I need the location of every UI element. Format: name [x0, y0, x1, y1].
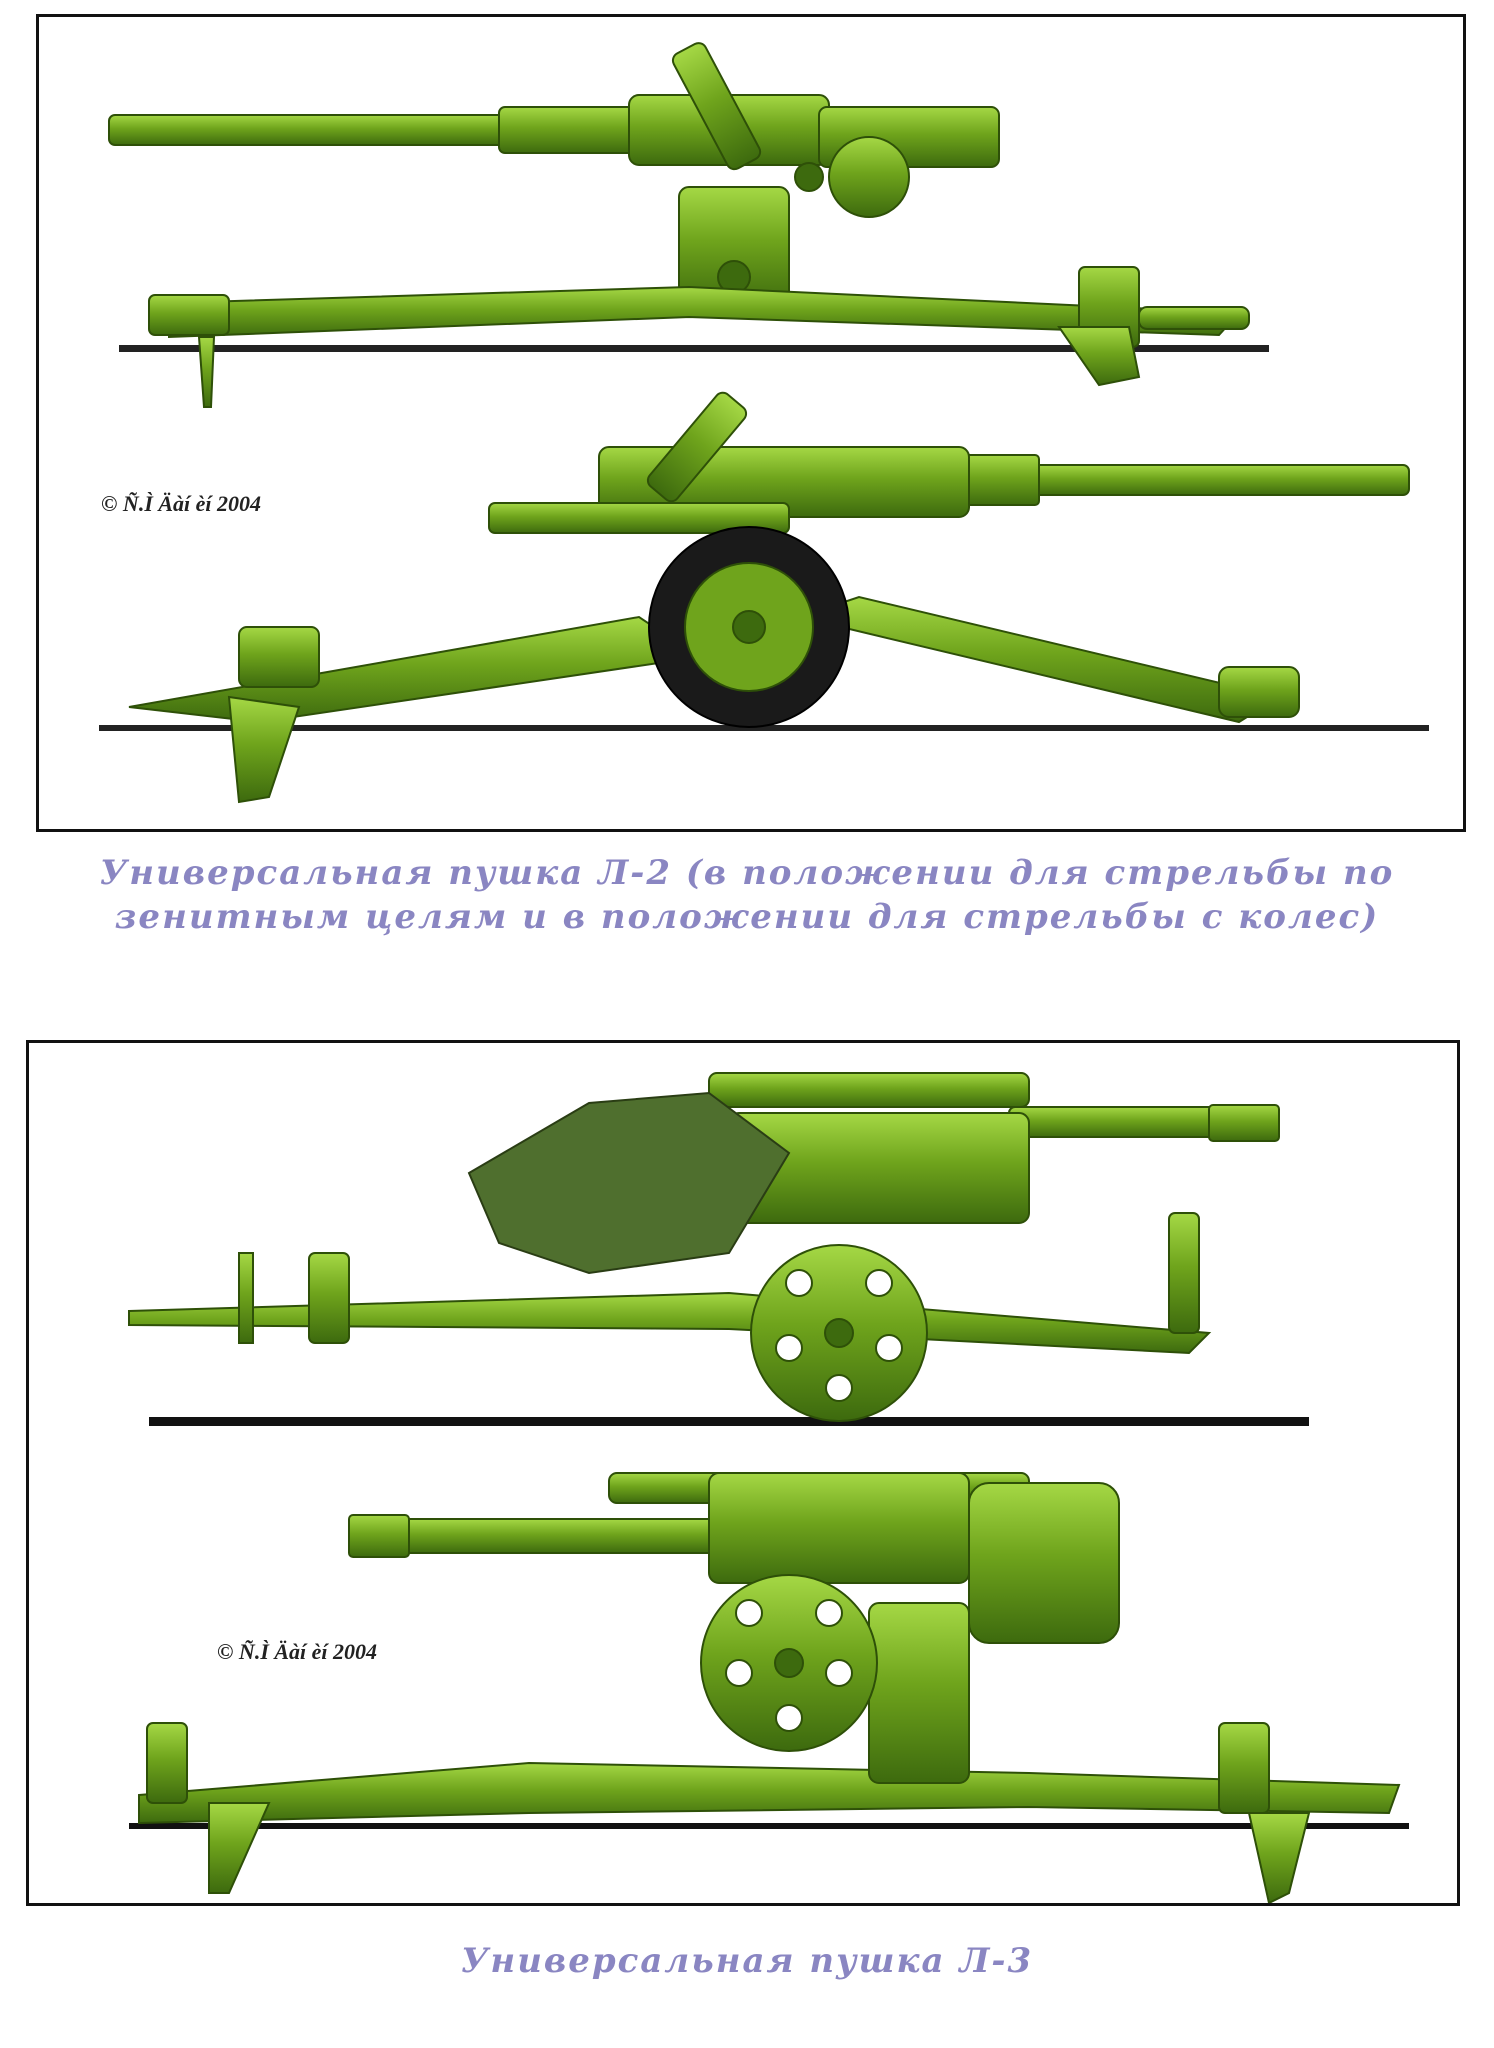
l2-wheeled-position-drawing [99, 389, 1429, 802]
figure-1-frame [36, 14, 1466, 832]
figure-1-caption-line-2: зенитным целям и в положении для стрельбы с колес) [114, 897, 1380, 937]
l3-firing-position-drawing [129, 1473, 1409, 1903]
l3-travel-position-drawing [129, 1073, 1309, 1426]
figure-2-copyright: © Ñ.Ì Äàí èí 2004 [217, 1639, 378, 1664]
figure-2-frame [26, 1040, 1460, 1906]
l3-gun-illustration [29, 1043, 1457, 1903]
figure-2-caption: Универсальная пушка Л-3 [460, 1941, 1034, 1981]
figure-1-caption-line-1: Универсальная пушка Л-2 (в положении для стрельбы по [99, 853, 1395, 893]
l2-gun-illustration [39, 17, 1463, 829]
l2-anti-aircraft-position-drawing [109, 40, 1269, 407]
figure-1-copyright: © Ñ.Ì Äàí èí 2004 [101, 491, 262, 516]
